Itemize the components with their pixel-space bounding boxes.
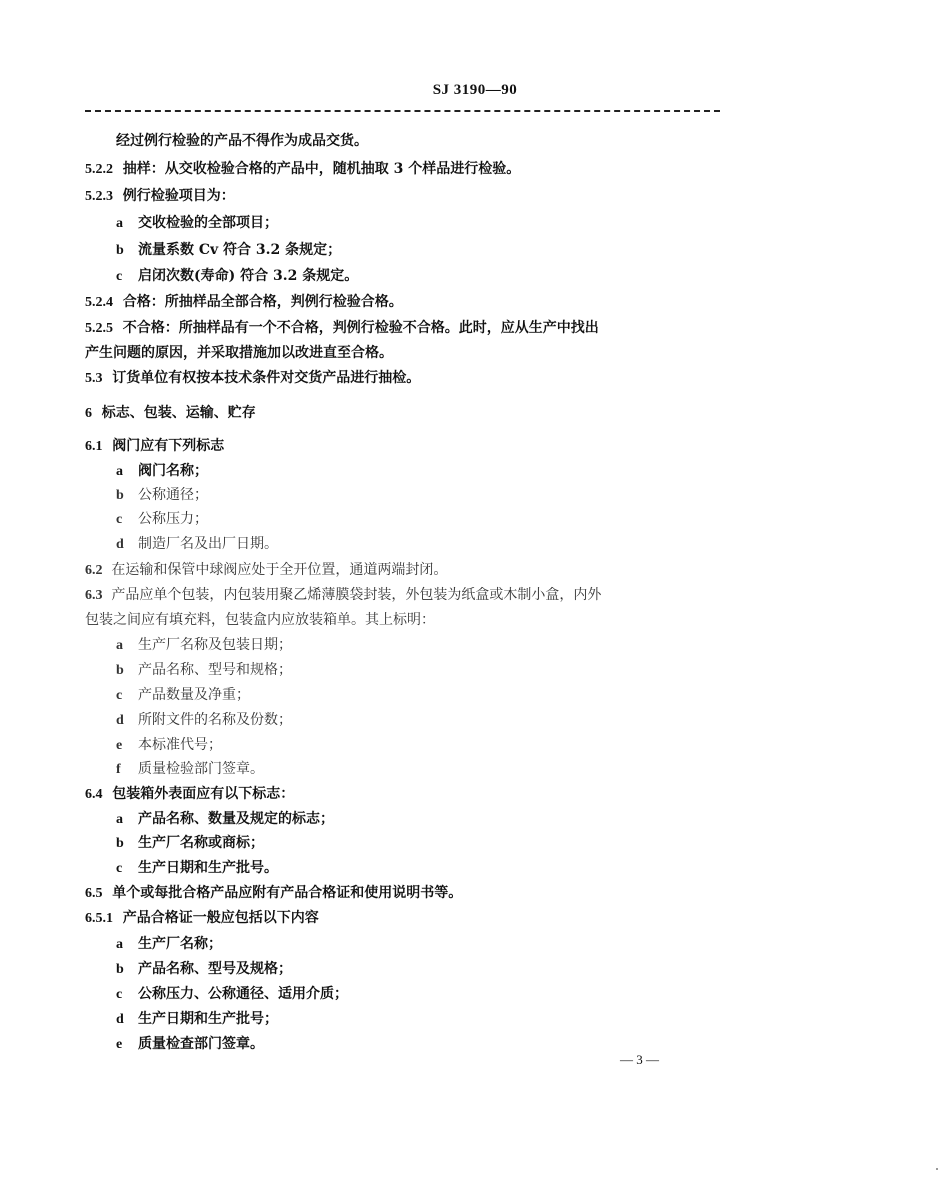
list-item: c 公称压力； <box>116 511 208 527</box>
clause-6-2: 6.2 在运输和保管中球阀应处于全开位置，通道两端封闭。 <box>85 562 448 578</box>
list-item: b 生产厂名称或商标； <box>116 835 264 851</box>
list-item: a 生产厂名称； <box>116 936 222 952</box>
clause-6-5-1: 6.5.1 产品合格证一般应包括以下内容 <box>85 910 319 926</box>
list-item: a 生产厂名称及包装日期； <box>116 637 292 653</box>
scan-speck <box>936 1168 938 1170</box>
list-item: a 阀门名称； <box>116 463 208 479</box>
list-item: b 公称通径； <box>116 487 208 503</box>
list-item: b 流量系数 Cv 符合 3.2 条规定； <box>116 242 342 258</box>
clause-5-2-2: 5.2.2 抽样：从交收检验合格的产品中，随机抽取 3 个样品进行检验。 <box>85 161 521 177</box>
list-item: a 产品名称、数量及规定的标志； <box>116 811 334 827</box>
standard-code-header: SJ 3190—90 <box>432 82 518 98</box>
clause-6-1: 6.1 阀门应有下列标志 <box>85 438 225 454</box>
clause-5-2-5: 5.2.5 不合格：所抽样品有一个不合格，判例行检验不合格。此时，应从生产中找出 <box>85 320 599 336</box>
clause-6-4: 6.4 包装箱外表面应有以下标志： <box>85 786 295 802</box>
list-item: f 质量检验部门签章。 <box>116 761 264 777</box>
text-line: 经过例行检验的产品不得作为成品交货。 <box>116 133 368 149</box>
text-line: 产生问题的原因，并采取措施加以改进直至合格。 <box>85 345 393 361</box>
list-item: b 产品名称、型号和规格； <box>116 662 292 678</box>
list-item: b 产品名称、型号及规格； <box>116 961 292 977</box>
list-item: d 所附文件的名称及份数； <box>116 712 292 728</box>
header-divider <box>85 110 720 112</box>
section-heading-6: 6 标志、包装、运输、贮存 <box>85 405 256 421</box>
clause-5-2-4: 5.2.4 合格：所抽样品全部合格，判例行检验合格。 <box>85 294 403 310</box>
list-item: c 生产日期和生产批号。 <box>116 860 278 876</box>
text-line: 包装之间应有填充料，包装盒内应放装箱单。其上标明： <box>85 612 435 628</box>
list-item: d 制造厂名及出厂日期。 <box>116 536 278 552</box>
clause-5-3: 5.3 订货单位有权按本技术条件对交货产品进行抽检。 <box>85 370 421 386</box>
list-item: d 生产日期和生产批号； <box>116 1011 278 1027</box>
clause-6-3: 6.3 产品应单个包装，内包装用聚乙烯薄膜袋封装，外包装为纸盒或木制小盒，内外 <box>85 587 602 603</box>
clause-6-5: 6.5 单个或每批合格产品应附有产品合格证和使用说明书等。 <box>85 885 463 901</box>
list-item: a 交收检验的全部项目； <box>116 215 278 231</box>
list-item: e 本标准代号； <box>116 737 222 753</box>
list-item: c 公称压力、公称通径、适用介质； <box>116 986 348 1002</box>
page-number: — 3 — <box>620 1052 659 1067</box>
list-item: c 产品数量及净重； <box>116 687 250 703</box>
list-item: e 质量检查部门签章。 <box>116 1036 264 1052</box>
list-item: c 启闭次数(寿命) 符合 3.2 条规定。 <box>116 268 359 284</box>
clause-5-2-3: 5.2.3 例行检验项目为： <box>85 188 235 204</box>
